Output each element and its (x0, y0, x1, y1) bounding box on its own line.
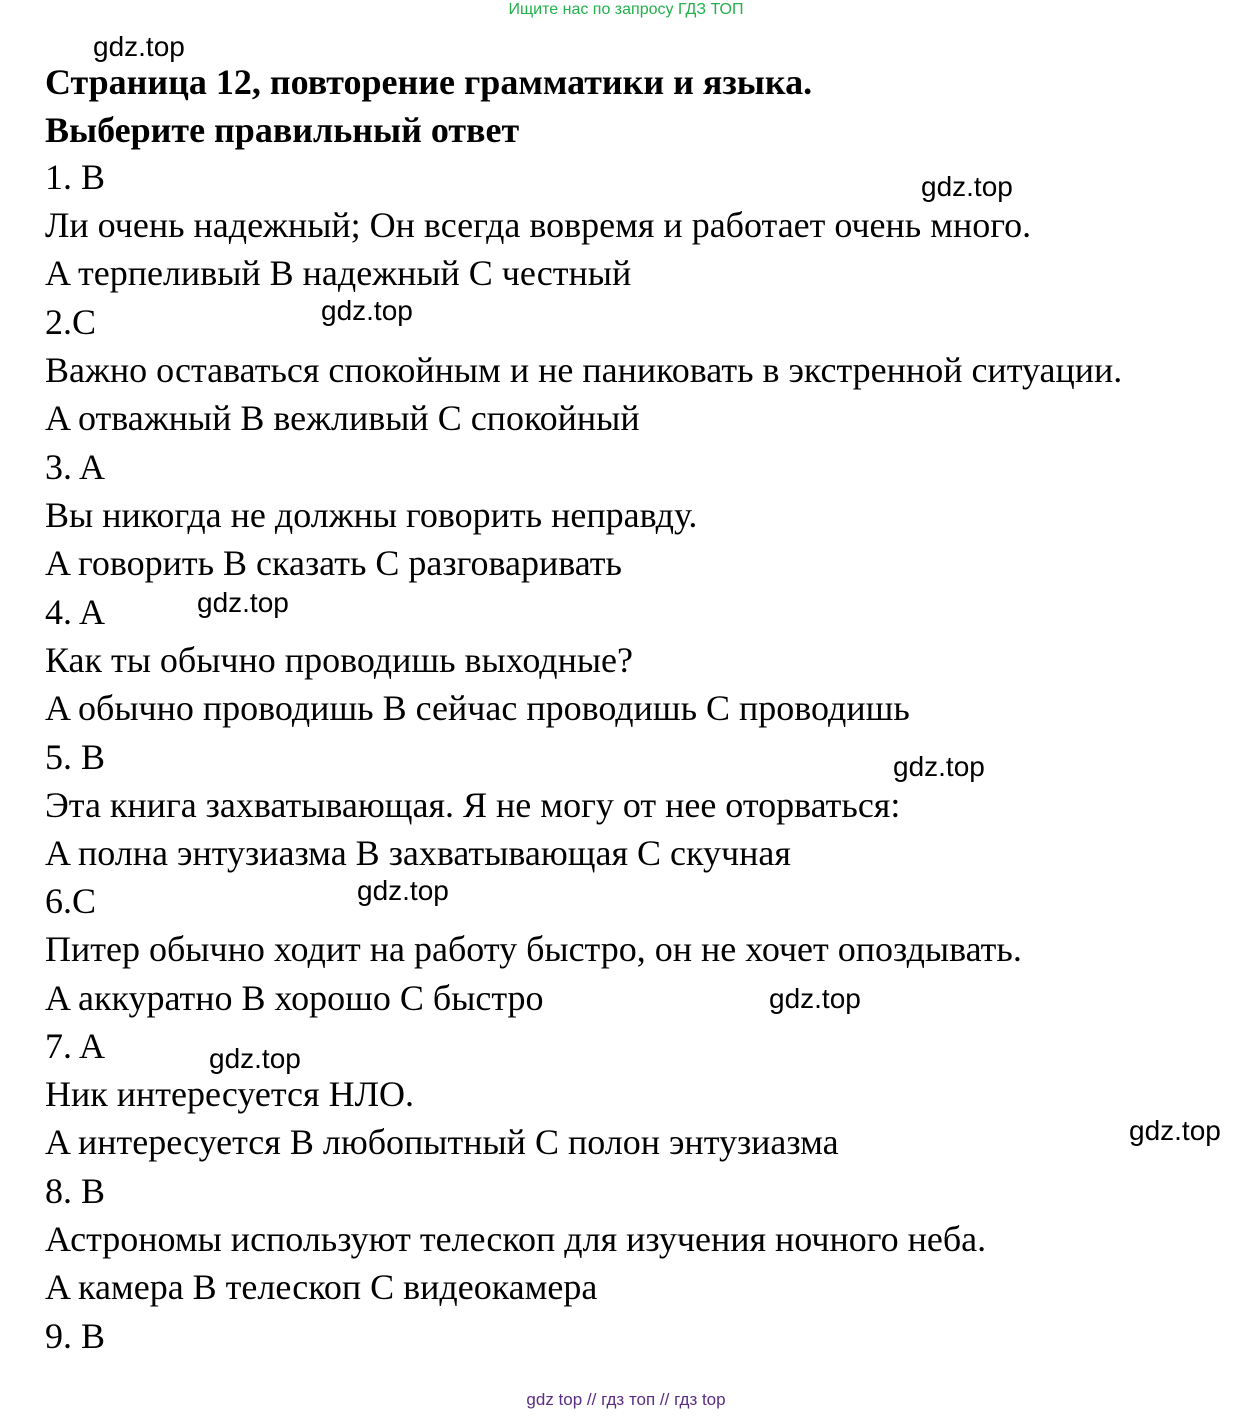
options-3: A говорить B сказать C разговаривать (45, 543, 622, 583)
watermark: gdz.top (921, 171, 1013, 202)
sentence-5: Эта книга захватывающая. Я не могу от нее оторваться: (45, 785, 901, 825)
top-banner-link[interactable]: Ищите нас по запросу ГДЗ ТОП (508, 1, 744, 18)
options-6: A аккуратно B хорошо C быстро (45, 978, 544, 1018)
answer-1: 1. B (45, 157, 106, 197)
answer-8: 8. B (45, 1171, 106, 1211)
options-8: A камера B телескоп C видеокамера (45, 1267, 598, 1307)
watermark: gdz.top (321, 295, 413, 326)
sentence-2: Важно оставаться спокойным и не паниковать в экстренной ситуации. (45, 350, 1123, 390)
watermark: gdz.top (197, 587, 289, 618)
watermark: gdz.top (209, 1043, 301, 1074)
options-5: A полна энтузиазма B захватывающая C скучная (45, 833, 791, 873)
options-7: A интересуется B любопытный C полон энтузиазма (45, 1122, 839, 1162)
watermark: gdz.top (769, 983, 861, 1014)
answer-6: 6.C (45, 881, 97, 921)
answer-2: 2.C (45, 302, 97, 342)
answer-4: 4. A (45, 592, 106, 632)
sentence-8: Астрономы используют телескоп для изучения ночного неба. (45, 1219, 987, 1259)
watermark: gdz.top (357, 875, 449, 906)
watermark: gdz.top (1129, 1115, 1221, 1146)
answer-3: 3. A (45, 447, 106, 487)
answer-7: 7. A (45, 1026, 106, 1066)
sentence-3: Вы никогда не должны говорить неправду. (45, 495, 698, 535)
options-2: A отважный B вежливый C спокойный (45, 398, 640, 438)
watermark: gdz.top (93, 31, 185, 62)
options-1: A терпеливый B надежный C честный (45, 253, 632, 293)
sentence-4: Как ты обычно проводишь выходные? (45, 640, 634, 680)
options-4: A обычно проводишь B сейчас проводишь C проводишь (45, 688, 910, 728)
watermark: gdz.top (893, 751, 985, 782)
page-subtitle: Выберите правильный ответ (45, 110, 520, 150)
footer-links[interactable]: gdz top // гдз топ // гдз top (526, 1390, 726, 1409)
sentence-1: Ли очень надежный; Он всегда вовремя и работает очень много. (45, 205, 1032, 245)
page-title: Страница 12, повторение грамматики и языка. (45, 62, 813, 102)
answer-9: 9. B (45, 1316, 106, 1356)
answer-5: 5. B (45, 737, 106, 777)
sentence-7: Ник интересуется НЛО. (45, 1074, 414, 1114)
sentence-6: Питер обычно ходит на работу быстро, он не хочет опоздывать. (45, 929, 1022, 969)
